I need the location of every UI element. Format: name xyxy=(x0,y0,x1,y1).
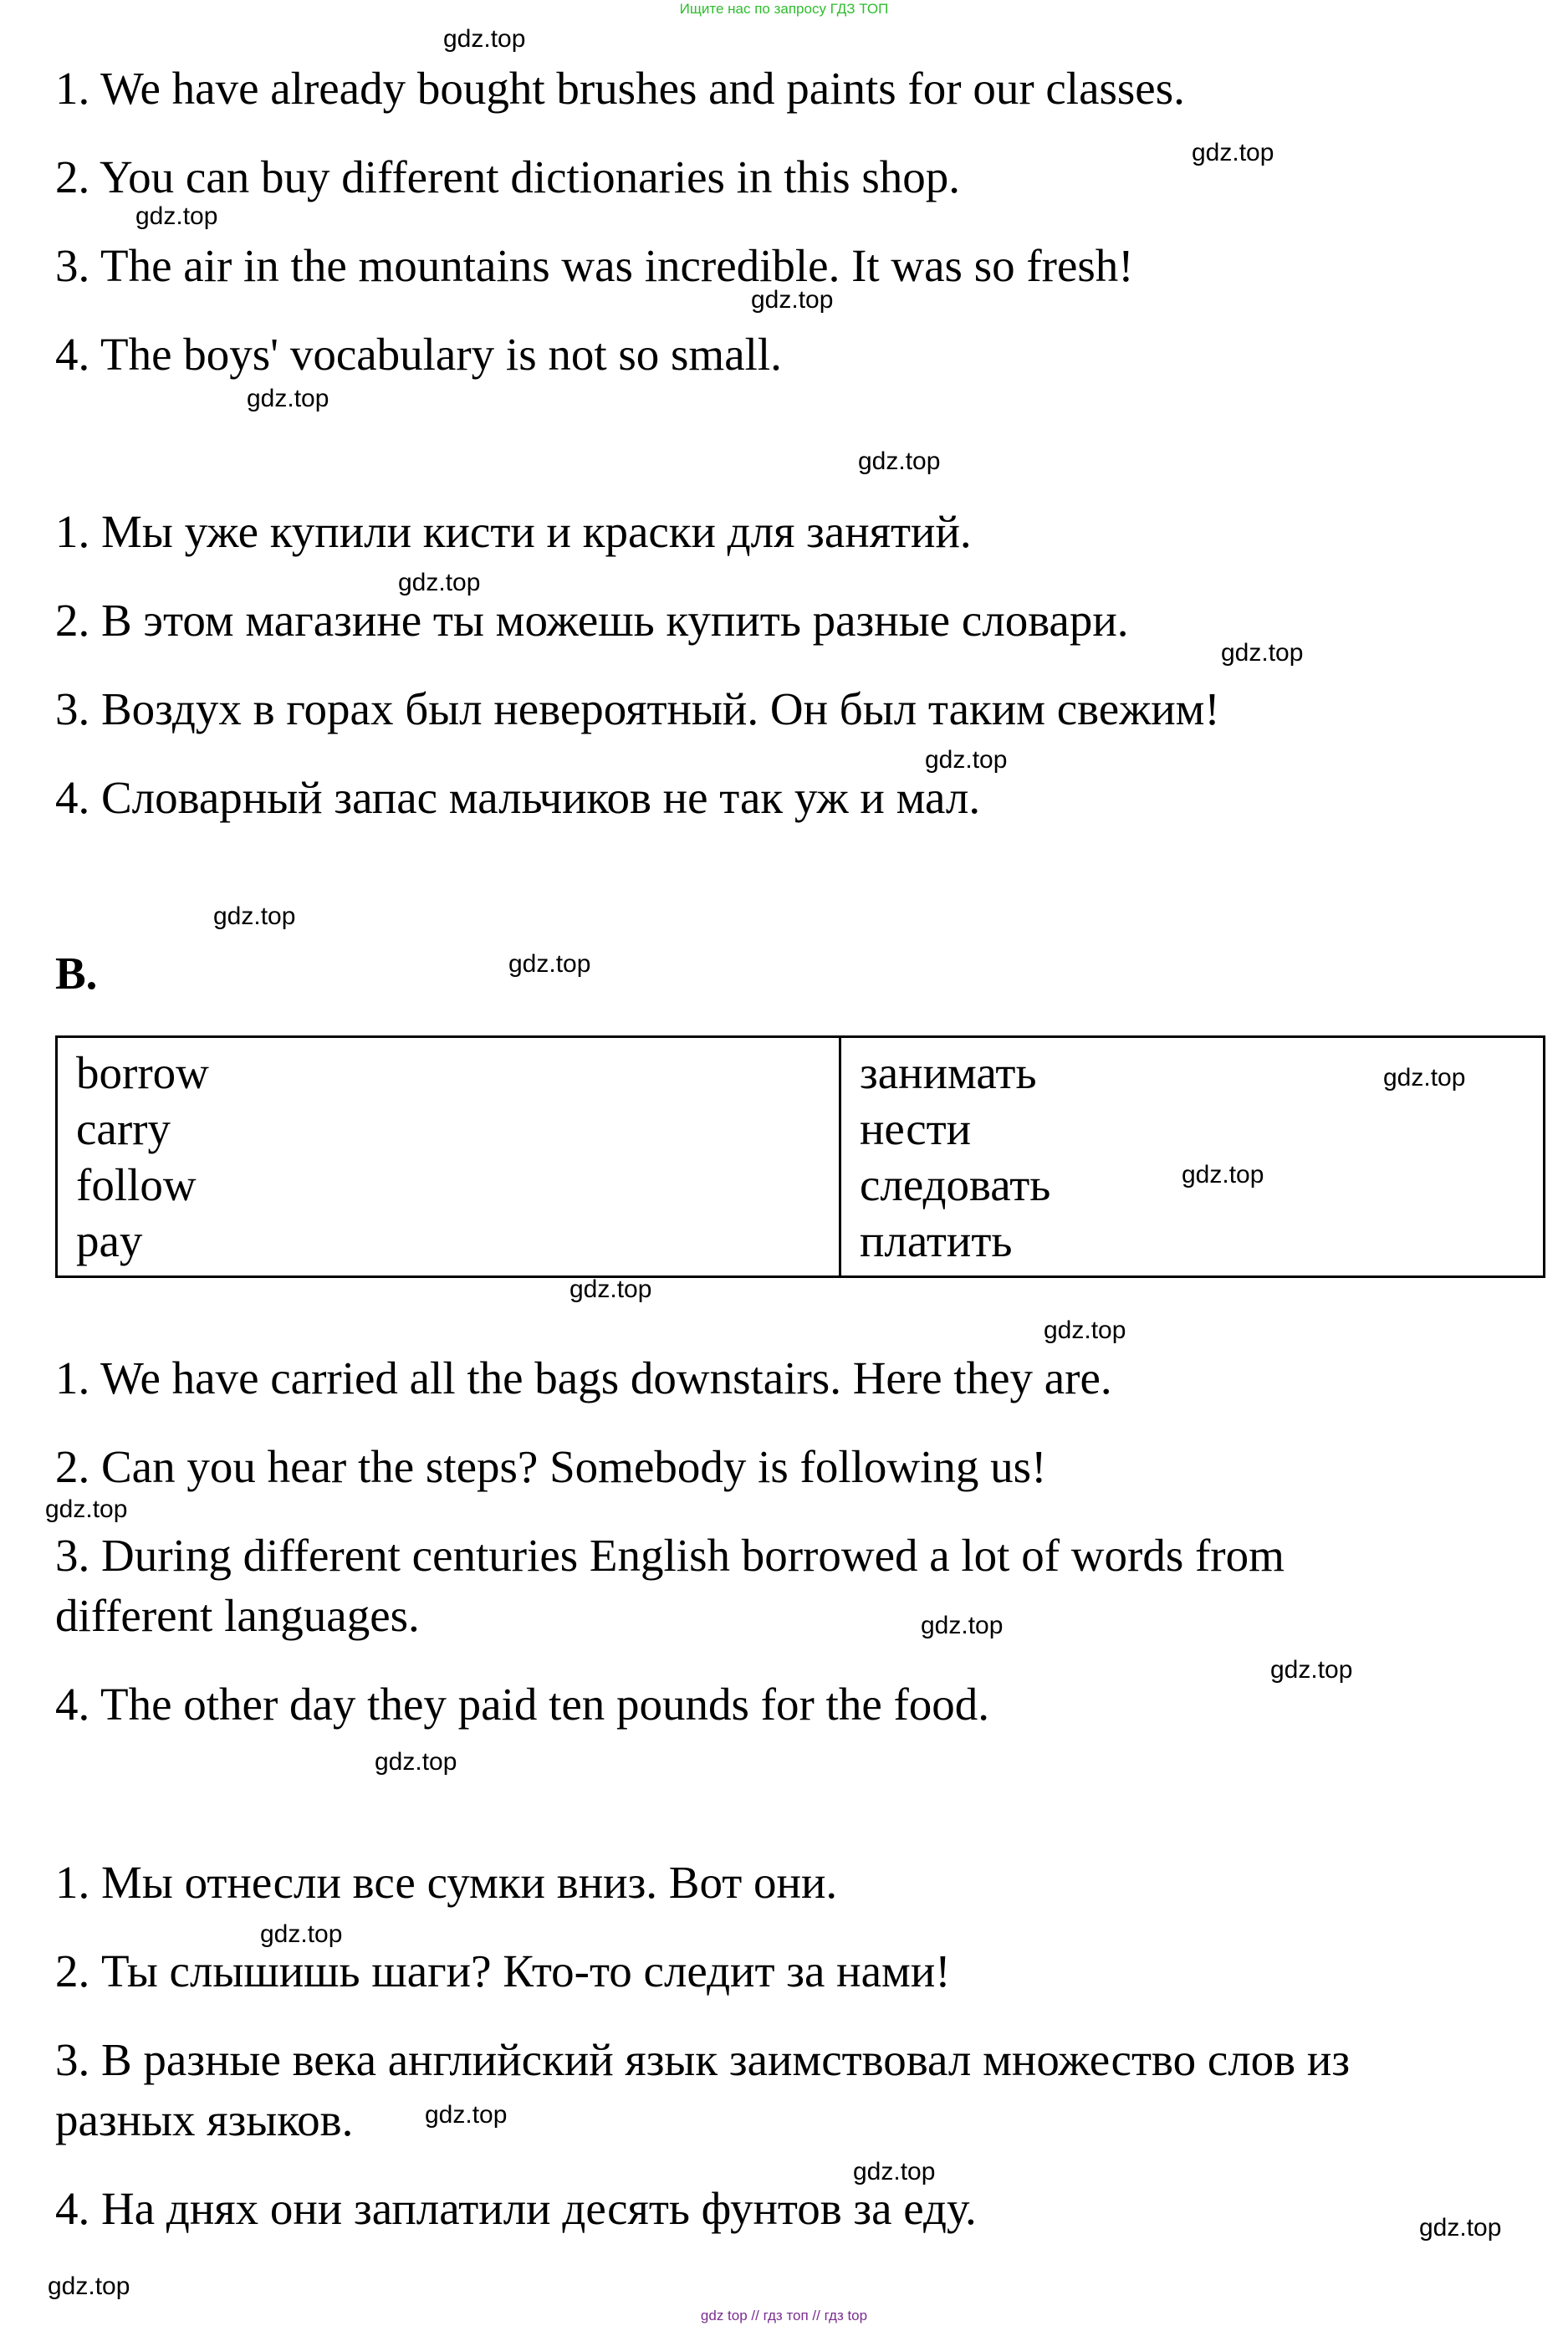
vocabulary-table xyxy=(55,1035,1545,1278)
watermark: gdz.top xyxy=(247,385,329,412)
a-english-sentence-4: 4. The boys' vocabulary is not so small. xyxy=(55,329,782,380)
watermark: gdz.top xyxy=(1182,1161,1264,1189)
vocab-word-pay: pay xyxy=(76,1215,143,1266)
a-english-sentence-2: 2. You can buy different dictionaries in this shop. xyxy=(55,151,961,202)
watermark: gdz.top xyxy=(1044,1316,1126,1344)
b-english-sentence-2: 2. Can you hear the steps? Somebody is following us! xyxy=(55,1441,1047,1492)
vocab-word-borrow: borrow xyxy=(76,1047,209,1098)
a-russian-sentence-4: 4. Словарный запас мальчиков не так уж и мал. xyxy=(55,772,981,823)
b-english-sentence-1: 1. We have carried all the bags downstairs. Here they are. xyxy=(55,1352,1112,1403)
vocab-word-follow: follow xyxy=(76,1159,197,1210)
b-english-sentence-3-cont: different languages. xyxy=(55,1590,420,1641)
watermark: gdz.top xyxy=(213,902,296,930)
b-russian-sentence-4: 4. На днях они заплатили десять фунтов за еду. xyxy=(55,2183,977,2234)
watermark: gdz.top xyxy=(48,2272,130,2300)
b-russian-sentence-3: 3. В разные века английский язык заимствовал множество слов из xyxy=(55,2034,1351,2085)
watermark: gdz.top xyxy=(569,1275,652,1303)
watermark: gdz.top xyxy=(425,2101,508,2129)
watermark: gdz.top xyxy=(443,25,526,53)
b-russian-sentence-1: 1. Мы отнесли все сумки вниз. Вот они. xyxy=(55,1857,838,1908)
watermark: gdz.top xyxy=(1383,1064,1466,1091)
watermark: gdz.top xyxy=(1270,1656,1353,1684)
a-english-sentence-1: 1. We have already bought brushes and paints for our classes. xyxy=(55,63,1185,114)
vocab-translation-follow: следовать xyxy=(860,1159,1051,1210)
vocabulary-english-column xyxy=(57,1037,840,1277)
watermark: gdz.top xyxy=(751,286,834,314)
a-russian-sentence-3: 3. Воздух в горах был невероятный. Он был таким свежим! xyxy=(55,683,1220,734)
b-russian-sentence-2: 2. Ты слышишь шаги? Кто-то следит за нами! xyxy=(55,1945,951,1996)
a-russian-sentence-1: 1. Мы уже купили кисти и краски для занятий. xyxy=(55,506,972,557)
watermark: gdz.top xyxy=(1419,2214,1502,2242)
b-english-sentence-4: 4. The other day they paid ten pounds for the food. xyxy=(55,1679,990,1730)
watermark: gdz.top xyxy=(1192,139,1274,166)
vocabulary-row xyxy=(57,1037,1545,1277)
watermark: gdz.top xyxy=(858,447,941,475)
section-b-heading: B. xyxy=(55,948,98,999)
bottom-banner: gdz top // гдз топ // гдз top xyxy=(700,2308,868,2323)
b-russian-sentence-3-cont: разных языков. xyxy=(55,2094,354,2145)
a-russian-sentence-2: 2. В этом магазине ты можешь купить разные словари. xyxy=(55,595,1129,646)
watermark: gdz.top xyxy=(921,1612,1004,1639)
vocab-translation-carry: нести xyxy=(860,1103,972,1154)
vocab-translation-borrow: занимать xyxy=(860,1047,1037,1098)
vocab-word-carry: carry xyxy=(76,1103,171,1154)
top-banner: Ищите нас по запросу ГДЗ ТОП xyxy=(679,1,889,17)
watermark: gdz.top xyxy=(260,1920,343,1948)
a-english-sentence-3: 3. The air in the mountains was incredible. It was so fresh! xyxy=(55,240,1134,291)
watermark: gdz.top xyxy=(45,1495,128,1523)
watermark: gdz.top xyxy=(1221,639,1304,667)
watermark: gdz.top xyxy=(398,569,481,596)
watermark: gdz.top xyxy=(375,1748,457,1776)
b-english-sentence-3: 3. During different centuries English borrowed a lot of words from xyxy=(55,1530,1285,1581)
watermark: gdz.top xyxy=(135,202,218,230)
watermark: gdz.top xyxy=(925,746,1008,774)
vocab-translation-pay: платить xyxy=(860,1215,1013,1266)
watermark: gdz.top xyxy=(508,950,591,978)
watermark: gdz.top xyxy=(853,2158,936,2185)
